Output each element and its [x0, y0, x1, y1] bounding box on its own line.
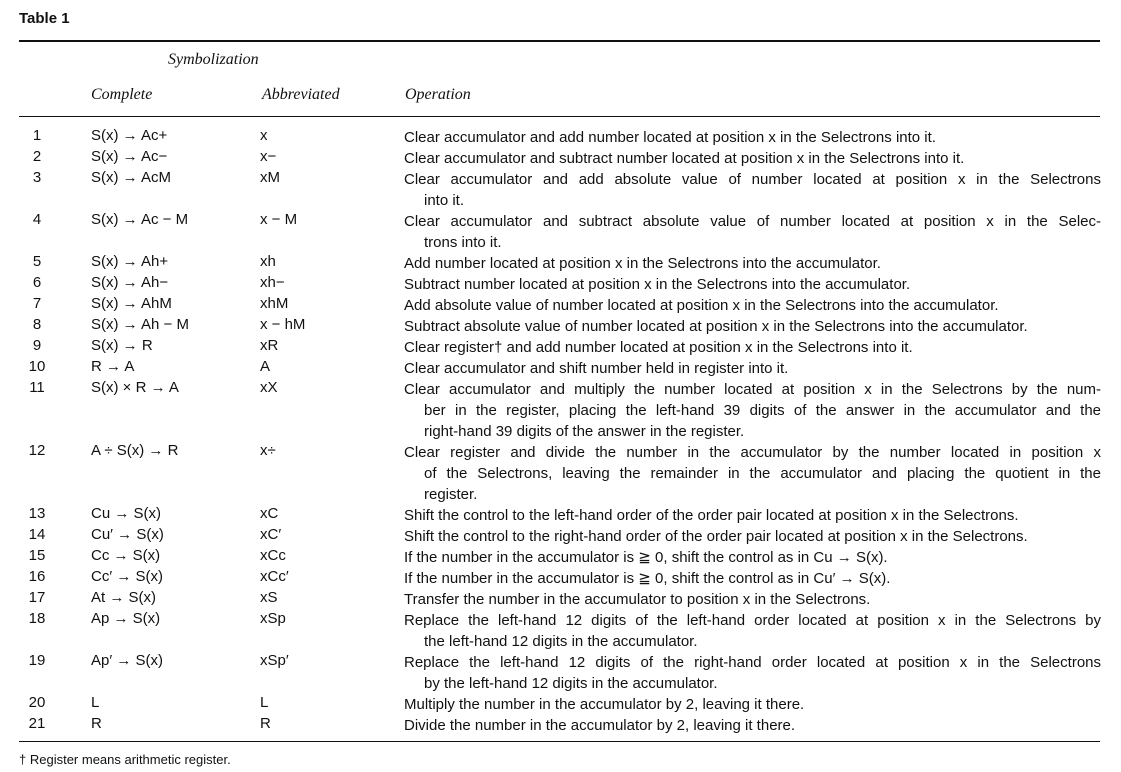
operation-description	[404, 442, 1101, 505]
complete-symbol: R	[91, 715, 102, 732]
abbreviated-symbol: xC′	[260, 526, 282, 543]
operation-description	[404, 610, 1101, 652]
row-number: 6	[32, 274, 42, 291]
row-number: 20	[28, 694, 46, 711]
complete-symbol: Cc → S(x)	[91, 547, 161, 564]
row-number: 11	[29, 379, 45, 396]
abbreviated-symbol: L	[260, 694, 269, 711]
operation-description	[404, 316, 1101, 337]
abbreviated-symbol: xSp′	[260, 652, 289, 669]
row-number: 1	[32, 127, 42, 144]
abbreviated-symbol: xh	[260, 253, 276, 270]
abbreviated-symbol: x − hM	[260, 316, 306, 333]
complete-symbol: L	[91, 694, 100, 711]
operation-description	[404, 505, 1101, 526]
operation-line: of the Selectrons, leaving the remainder in the accumulator and placing the quotient in the	[424, 465, 1101, 482]
operation-line: Replace the left-hand 12 digits of the left-hand order located at position x in the Selectrons by	[404, 612, 1101, 629]
complete-symbol: Ap′ → S(x)	[91, 652, 163, 669]
operation-description	[404, 211, 1101, 253]
complete-symbol: S(x) → AcM	[91, 169, 172, 186]
abbreviated-symbol: xX	[260, 379, 278, 396]
row-number: 12	[28, 442, 46, 459]
abbreviated-symbol: xS	[260, 589, 278, 606]
operation-line: Divide the number in the accumulator by 2, leaving it there.	[404, 717, 796, 734]
operation-description	[404, 589, 1101, 610]
abbreviated-symbol: xC	[260, 505, 279, 522]
operation-description	[404, 253, 1101, 274]
complete-symbol: At → S(x)	[91, 589, 157, 606]
abbreviated-symbol: R	[260, 715, 271, 732]
abbreviated-symbol: xSp	[260, 610, 286, 627]
operation-line: If the number in the accumulator is ≧ 0, shift the control as in Cu → S(x).	[404, 549, 888, 566]
operation-line: Clear accumulator and add number located at position x in the Selectrons into it.	[404, 129, 936, 146]
row-number: 21	[28, 715, 46, 732]
complete-symbol: Cu → S(x)	[91, 505, 162, 522]
operation-line: trons into it.	[424, 234, 502, 251]
operation-description	[404, 715, 1101, 736]
operation-line: Clear accumulator and add absolute value of number located at position x in the Selectrons	[404, 171, 1101, 188]
complete-symbol: Cc′ → S(x)	[91, 568, 163, 585]
complete-symbol: R → A	[91, 358, 135, 375]
operation-description	[404, 169, 1101, 211]
abbreviated-symbol: xM	[260, 169, 280, 186]
abbreviated-symbol: xCc	[260, 547, 286, 564]
operation-line: Clear accumulator and subtract number located at position x in the Selectrons into it.	[404, 150, 965, 167]
operation-description	[404, 379, 1101, 442]
operation-line: Clear accumulator and multiply the number located at position x in the Selectrons by the num-	[404, 381, 1101, 398]
bottom-rule	[19, 741, 1100, 742]
abbreviated-symbol: xR	[260, 337, 279, 354]
row-number: 19	[28, 652, 46, 669]
row-number: 2	[32, 148, 42, 165]
abbreviated-symbol: xh−	[260, 274, 285, 291]
complete-symbol: S(x) → R	[91, 337, 153, 354]
operation-line: Clear register† and add number located at position x in the Selectrons into it.	[404, 339, 913, 356]
complete-symbol: Cu′ → S(x)	[91, 526, 164, 543]
operation-line: Add number located at position x in the Selectrons into the accumulator.	[404, 255, 881, 272]
row-number: 3	[32, 169, 42, 186]
header-rule	[19, 116, 1100, 117]
operation-line: into it.	[424, 192, 465, 209]
operation-line: ber in the register, placing the left-hand 39 digits of the answer in the accumulator and the	[424, 402, 1101, 419]
row-number: 8	[32, 316, 42, 333]
operation-description	[404, 652, 1101, 694]
symbolization-header: Symbolization	[168, 51, 259, 68]
complete-symbol: Ap → S(x)	[91, 610, 161, 627]
operation-column-header: Operation	[405, 86, 471, 103]
complete-symbol: S(x) → AhM	[91, 295, 172, 312]
footnote: † Register means arithmetic register.	[19, 752, 231, 767]
abbreviated-column-header: Abbreviated	[262, 86, 340, 103]
operation-description	[404, 337, 1101, 358]
operation-line: Shift the control to the left-hand order of the order pair located at position x in the Selectrons.	[404, 507, 1019, 524]
abbreviated-symbol: A	[260, 358, 271, 375]
complete-symbol: S(x) → Ah−	[91, 274, 169, 291]
complete-column-header: Complete	[91, 86, 153, 103]
table-title: Table 1	[19, 10, 70, 27]
operation-line: Clear register and divide the number in the accumulator by the number located in position x	[404, 444, 1101, 461]
row-number: 4	[32, 211, 42, 228]
abbreviated-symbol: x−	[260, 148, 277, 165]
operation-description	[404, 358, 1101, 379]
abbreviated-symbol: xCc′	[260, 568, 289, 585]
top-rule	[19, 40, 1100, 42]
operation-line: Multiply the number in the accumulator by 2, leaving it there.	[404, 696, 805, 713]
operation-line: Subtract absolute value of number located at position x in the Selectrons into the accumulator.	[404, 318, 1028, 335]
operation-line: right-hand 39 digits of the answer in the register.	[424, 423, 745, 440]
operation-line: Transfer the number in the accumulator to position x in the Selectrons.	[404, 591, 871, 608]
row-number: 18	[28, 610, 46, 627]
row-number: 17	[28, 589, 46, 606]
row-number: 7	[32, 295, 42, 312]
operation-line: Add absolute value of number located at position x in the Selectrons into the accumulator.	[404, 297, 999, 314]
operation-line: register.	[424, 486, 478, 503]
complete-symbol: S(x) → Ah+	[91, 253, 169, 270]
abbreviated-symbol: x	[260, 127, 268, 144]
operation-line: by the left-hand 12 digits in the accumulator.	[424, 675, 718, 692]
abbreviated-symbol: x÷	[260, 442, 276, 459]
operation-line: the left-hand 12 digits in the accumulator.	[424, 633, 698, 650]
operation-description	[404, 568, 1101, 589]
operation-description	[404, 148, 1101, 169]
complete-symbol: S(x) → Ac − M	[91, 211, 189, 228]
row-number: 16	[28, 568, 46, 585]
row-number: 9	[32, 337, 42, 354]
abbreviated-symbol: x − M	[260, 211, 298, 228]
operation-description	[404, 127, 1101, 148]
operation-line: Replace the left-hand 12 digits of the right-hand order located at position x in the Selectrons	[404, 654, 1101, 671]
complete-symbol: S(x) → Ah − M	[91, 316, 189, 333]
operation-line: Clear accumulator and subtract absolute value of number located at position x in the Selec-	[404, 213, 1101, 230]
operation-description	[404, 547, 1101, 568]
row-number: 5	[32, 253, 42, 270]
operation-line: Subtract number located at position x in the Selectrons into the accumulator.	[404, 276, 911, 293]
complete-symbol: S(x) × R → A	[91, 379, 179, 396]
row-number: 13	[28, 505, 46, 522]
operation-line: Clear accumulator and shift number held in register into it.	[404, 360, 789, 377]
row-number: 15	[28, 547, 46, 564]
operation-description	[404, 694, 1101, 715]
row-number: 14	[28, 526, 46, 543]
row-number: 10	[28, 358, 46, 375]
operation-description	[404, 526, 1101, 547]
operation-description	[404, 295, 1101, 316]
operation-line: Shift the control to the right-hand order of the order pair located at position x in the Selectrons.	[404, 528, 1028, 545]
operation-description	[404, 274, 1101, 295]
complete-symbol: S(x) → Ac−	[91, 148, 168, 165]
complete-symbol: S(x) → Ac+	[91, 127, 168, 144]
complete-symbol: A ÷ S(x) → R	[91, 442, 179, 459]
operation-line: If the number in the accumulator is ≧ 0, shift the control as in Cu′ → S(x).	[404, 570, 891, 587]
abbreviated-symbol: xhM	[260, 295, 289, 312]
